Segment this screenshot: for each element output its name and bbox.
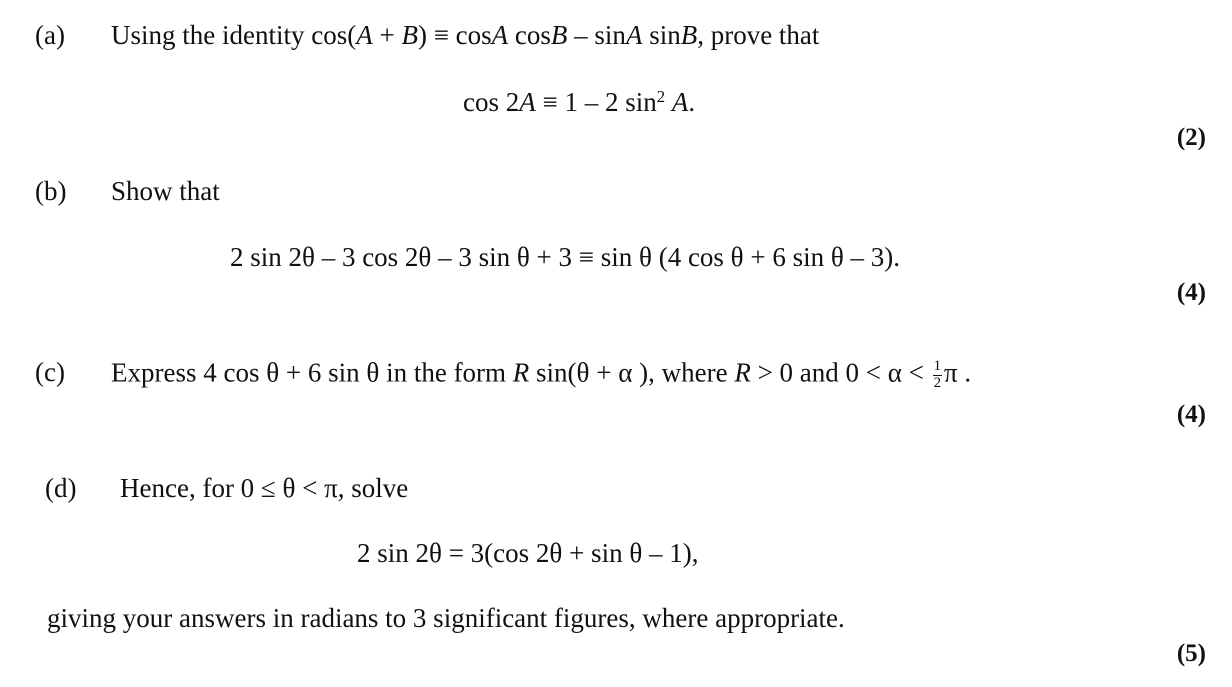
part-c-marks: (4) [1176, 401, 1206, 428]
part-a-equation: cos 2A ≡ 1 – 2 $\sin^2 A$. [463, 86, 696, 117]
part-b-intro: Show that [111, 176, 220, 206]
part-d-closing: giving your answers in radians to 3 significant figures, where appropriate. [47, 603, 845, 633]
part-a-intro: Using the identity cos(A + B) ≡ cosA cosB – sinA sinB, prove that [111, 20, 820, 50]
part-d-marks: (5) [1176, 640, 1206, 667]
part-d-equation: 2 sin 2θ = 3(cos 2θ + sin θ – 1), [357, 538, 699, 568]
part-b-equation: 2 sin 2θ – 3 cos 2θ – 3 sin θ + 3 ≡ sin θ (4 cos θ + 6 sin θ – 3). [230, 242, 901, 272]
part-b-marks: (4) [1176, 279, 1206, 306]
part-c-text: Express 4 cos θ + 6 sin θ in the form R sin(θ + α ), where R > 0 and 0 < α < $\frac{1}{2}$ π . [111, 357, 972, 391]
part-a-label: (a) [35, 20, 65, 50]
one-half-fraction: $\frac{1}{2}$ [933, 358, 942, 391]
part-d-intro: Hence, for 0 ≤ θ < π, solve [120, 473, 409, 503]
part-a-marks: (2) [1176, 124, 1206, 151]
part-d-label: (d) [45, 473, 77, 503]
part-c-label: (c) [35, 357, 65, 387]
part-b-label: (b) [35, 176, 67, 206]
